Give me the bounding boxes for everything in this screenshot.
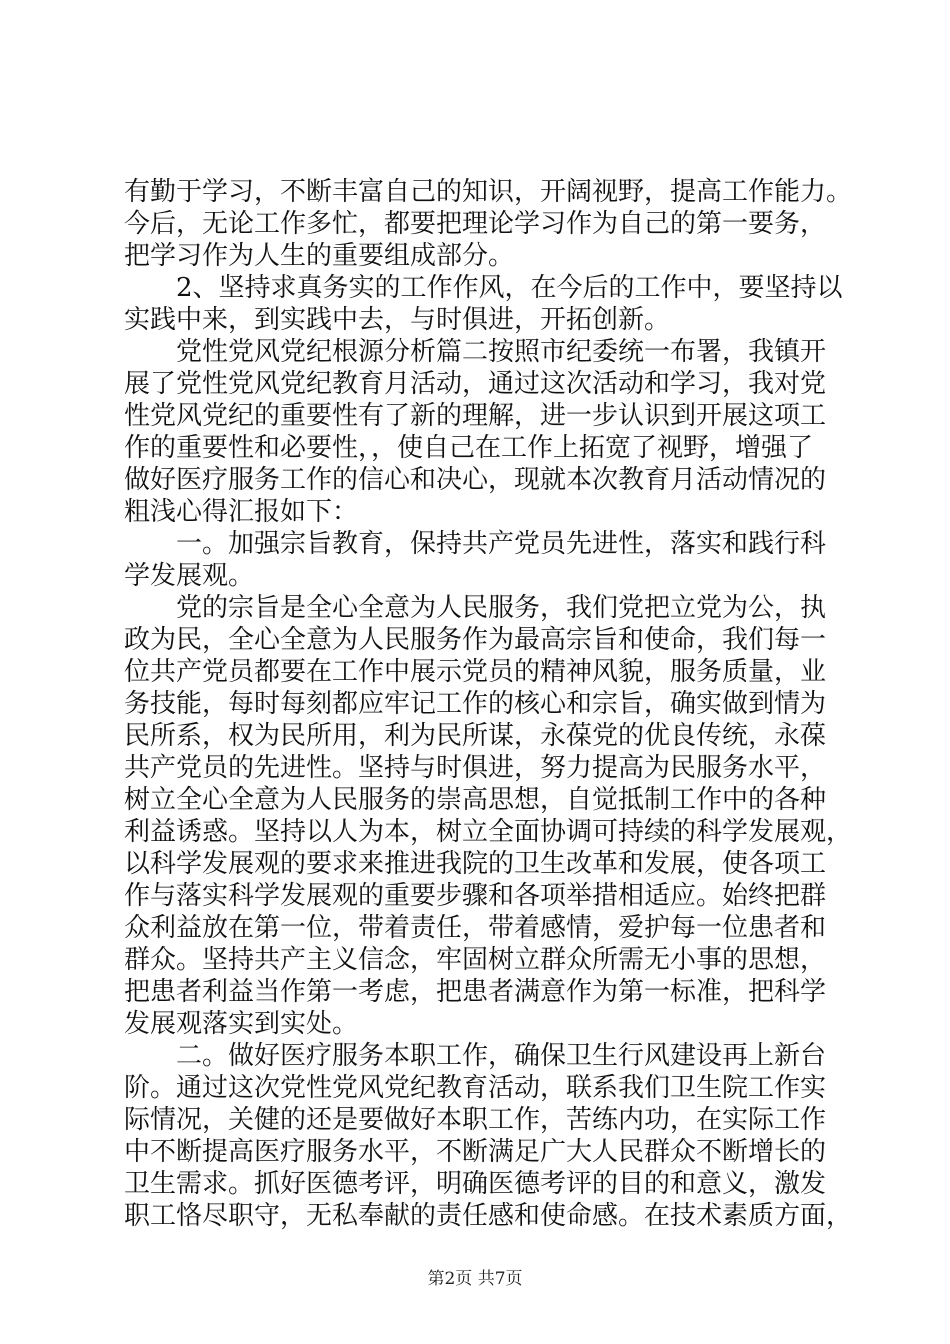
text-line: 作与落实科学发展观的重要步骤和各项举措相适应。始终把群 <box>124 881 827 911</box>
text-line: 政为民，全心全意为人民服务作为最高宗旨和使命，我们每一 <box>124 625 827 655</box>
text-line: 党性党风党纪根源分析篇二按照市纪委统一布署，我镇开 <box>124 337 827 367</box>
text-line: 位共产党员都要在工作中展示党员的精神风貌，服务质量，业 <box>124 657 827 687</box>
text-line: 发展观落实到实处。 <box>124 1009 359 1039</box>
text-line: 展了党性党风党纪教育月活动，通过这次活动和学习，我对党 <box>124 369 827 399</box>
text-line: 今后，无论工作多忙，都要把理论学习作为自己的第一要务， <box>124 209 827 239</box>
text-line: 2、坚持求真务实的工作作风，在今后的工作中，要坚持以 <box>124 273 843 303</box>
text-line: 做好医疗服务工作的信心和决心，现就本次教育月活动情况的 <box>124 465 827 495</box>
text-line: 树立全心全意为人民服务的崇高思想，自觉抵制工作中的各种 <box>124 785 827 815</box>
text-line: 务技能，每时每刻都应牢记工作的核心和宗旨，确实做到情为 <box>124 689 827 719</box>
text-line: 有勤于学习，不断丰富自己的知识，开阔视野，提高工作能力。 <box>124 177 853 207</box>
text-line: 学发展观。 <box>124 561 255 591</box>
text-line: 二。做好医疗服务本职工作，确保卫生行风建设再上新台 <box>124 1041 827 1071</box>
text-line: 共产党员的先进性。坚持与时俱进，努力提高为民服务水平， <box>124 753 827 783</box>
page-number: 第2页 共7页 <box>427 1269 523 1289</box>
text-line: 粗浅心得汇报如下： <box>124 497 359 527</box>
text-line: 群众。坚持共产主义信念，牢固树立群众所需无小事的思想， <box>124 945 827 975</box>
text-line: 众利益放在第一位，带着责任，带着感情，爱护每一位患者和 <box>124 913 827 943</box>
text-line: 际情况，关健的还是要做好本职工作，苦练内功，在实际工作 <box>124 1105 827 1135</box>
text-line: 以科学发展观的要求来推进我院的卫生改革和发展，使各项工 <box>124 849 827 879</box>
text-line: 民所系，权为民所用，利为民所谋，永葆党的优良传统，永葆 <box>124 721 827 751</box>
text-line: 实践中来，到实践中去，与时俱进，开拓创新。 <box>124 305 671 335</box>
text-line: 职工恪尽职守，无私奉献的责任感和使命感。在技术素质方面， <box>124 1201 853 1231</box>
text-line: 把学习作为人生的重要组成部分。 <box>124 241 515 271</box>
text-line: 作的重要性和必要性，，使自己在工作上拓宽了视野，增强了 <box>124 433 814 463</box>
text-line: 中不断提高医疗服务水平，不断满足广大人民群众不断增长的 <box>124 1137 827 1167</box>
text-line: 利益诱惑。坚持以人为本，树立全面协调可持续的科学发展观， <box>124 817 853 847</box>
text-line: 一。加强宗旨教育，保持共产党员先进性，落实和践行科 <box>124 529 827 559</box>
text-line: 党的宗旨是全心全意为人民服务，我们党把立党为公，执 <box>124 593 827 623</box>
text-line: 阶。通过这次党性党风党纪教育活动，联系我们卫生院工作实 <box>124 1073 827 1103</box>
text-line: 性党风党纪的重要性有了新的理解，进一步认识到开展这项工 <box>124 401 827 431</box>
text-line: 卫生需求。抓好医德考评，明确医德考评的目的和意义，激发 <box>124 1169 827 1199</box>
text-line: 把患者利益当作第一考虑，把患者满意作为第一标准，把科学 <box>124 977 827 1007</box>
